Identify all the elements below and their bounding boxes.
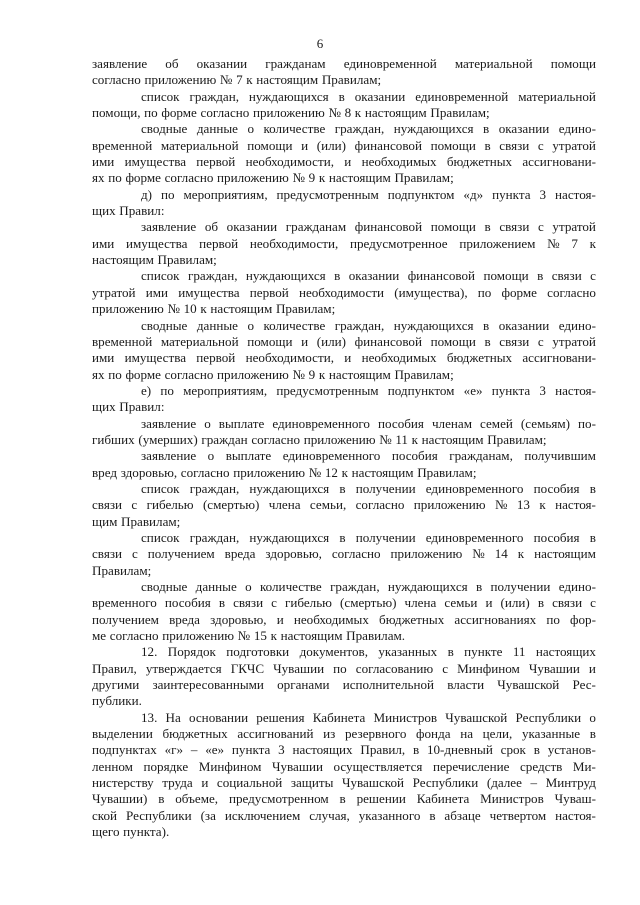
text-line: сводные данные о количестве граждан, нуждающихся в получении едино-	[141, 579, 596, 594]
text-line: приложению № 10 к настоящим Правилам;	[92, 301, 336, 317]
text-line: подпунктах «г» – «е» пункта 3 настоящих Правил, в 10-дневный срок в установ-	[92, 742, 596, 758]
text-line: щего пункта).	[92, 824, 170, 840]
text-line: ях по форме согласно приложению № 9 к настоящим Правилам;	[92, 170, 454, 186]
text-line: щих Правил:	[92, 399, 165, 415]
text-line: ленном порядке Минфином Чувашии осуществляется перечисление средств Ми-	[92, 758, 596, 774]
text-line: связи с гибелью (смертью) члена семьи, согласно приложению № 13 к настоя-	[92, 497, 596, 513]
text-line: е) по мероприятиям, предусмотренным подпунктом «е» пункта 3 настоя-	[141, 382, 596, 398]
text-line: настоящим Правилам;	[92, 252, 217, 268]
text-line: ими имущества первой необходимости, и необходимых бюджетных ассигновани-	[92, 350, 596, 366]
text-line: ской Республики (за исключением случая, указанного в абзаце четвертом настоя-	[92, 807, 596, 823]
text-line: временного пособия в связи с гибелью (смертью) члена семьи и (или) в связи с	[92, 595, 596, 611]
text-line: 12. Порядок подготовки документов, указанных в пункте 11 настоящих	[141, 644, 596, 660]
text-line: Чувашии) в объеме, предусмотренном в решении Кабинета Министров Чуваш-	[92, 791, 596, 807]
text-line: временной материальной помощи и (или) финансовой помощи в связи с утратой	[92, 137, 596, 153]
text-line: список граждан, нуждающихся в получении единовременного пособия в	[141, 529, 596, 545]
text-line: связи с получением вреда здоровью, согласно приложению № 14 к настоящим	[92, 546, 596, 562]
text-line: согласно приложению № 7 к настоящим Правилам;	[92, 72, 382, 88]
text-line: сводные данные о количестве граждан, нуждающихся в оказании едино-	[141, 317, 596, 333]
text-line: выделении бюджетных ассигнований из резервного фонда на цели, указанные в	[92, 726, 596, 742]
text-line: заявление о выплате единовременного пособия членам семей (семьям) по-	[141, 415, 596, 431]
text-line: ме согласно приложению № 15 к настоящим Правилам.	[92, 628, 406, 644]
text-line: временной материальной помощи и (или) финансовой помощи в связи с утратой	[92, 333, 596, 349]
text-line: список граждан, нуждающихся в получении единовременного пособия в	[141, 480, 596, 496]
text-line: д) по мероприятиям, предусмотренным подпунктом «д» пункта 3 настоя-	[141, 186, 596, 202]
text-line: ими имущества первой необходимости, предусмотренное приложением № 7 к	[92, 235, 596, 251]
text-line: Правил, утверждается ГКЧС Чувашии по согласованию с Минфином Чувашии и	[92, 660, 596, 676]
text-line: гибших (умерших) граждан согласно приложению № 11 к настоящим Правилам;	[92, 431, 547, 447]
text-line: Правилам;	[92, 562, 152, 578]
text-line: список граждан, нуждающихся в оказании единовременной материальной	[141, 88, 596, 104]
text-line: нистерству труда и социальной защиты Чувашской Республики (далее – Минтруд	[92, 775, 596, 791]
document-body	[92, 56, 596, 841]
page-number: 6	[316, 36, 324, 51]
text-line: ими имущества первой необходимости, и необходимых бюджетных ассигновани-	[92, 154, 596, 170]
text-line: помощи, по форме согласно приложению № 8 к настоящим Правилам;	[92, 105, 490, 121]
text-line: другими заинтересованными органами исполнительной власти Чувашской Рес-	[92, 677, 596, 693]
text-line: получением вреда здоровью, и необходимых бюджетных ассигнованиях по фор-	[92, 611, 596, 627]
text-line: щих Правил:	[92, 203, 165, 219]
text-line: сводные данные о количестве граждан, нуждающихся в оказании едино-	[141, 121, 596, 137]
text-line: заявление об оказании гражданам финансовой помощи в связи с утратой	[141, 219, 596, 235]
text-line: заявление об оказании гражданам единовременной материальной помощи	[92, 56, 596, 71]
text-line: публики.	[92, 693, 142, 709]
text-line: 13. На основании решения Кабинета Министров Чувашской Республики о	[141, 709, 596, 725]
text-line: вред здоровью, согласно приложению № 12 к настоящим Правилам;	[92, 464, 477, 480]
text-line: заявление о выплате единовременного пособия гражданам, получившим	[141, 448, 596, 464]
text-line: щим Правилам;	[92, 513, 181, 529]
text-line: список граждан, нуждающихся в оказании финансовой помощи в связи с	[141, 268, 596, 284]
text-line: ях по форме согласно приложению № 9 к настоящим Правилам;	[92, 366, 454, 382]
text-line: утратой ими имущества первой необходимости (имущества), по форме согласно	[92, 284, 596, 300]
